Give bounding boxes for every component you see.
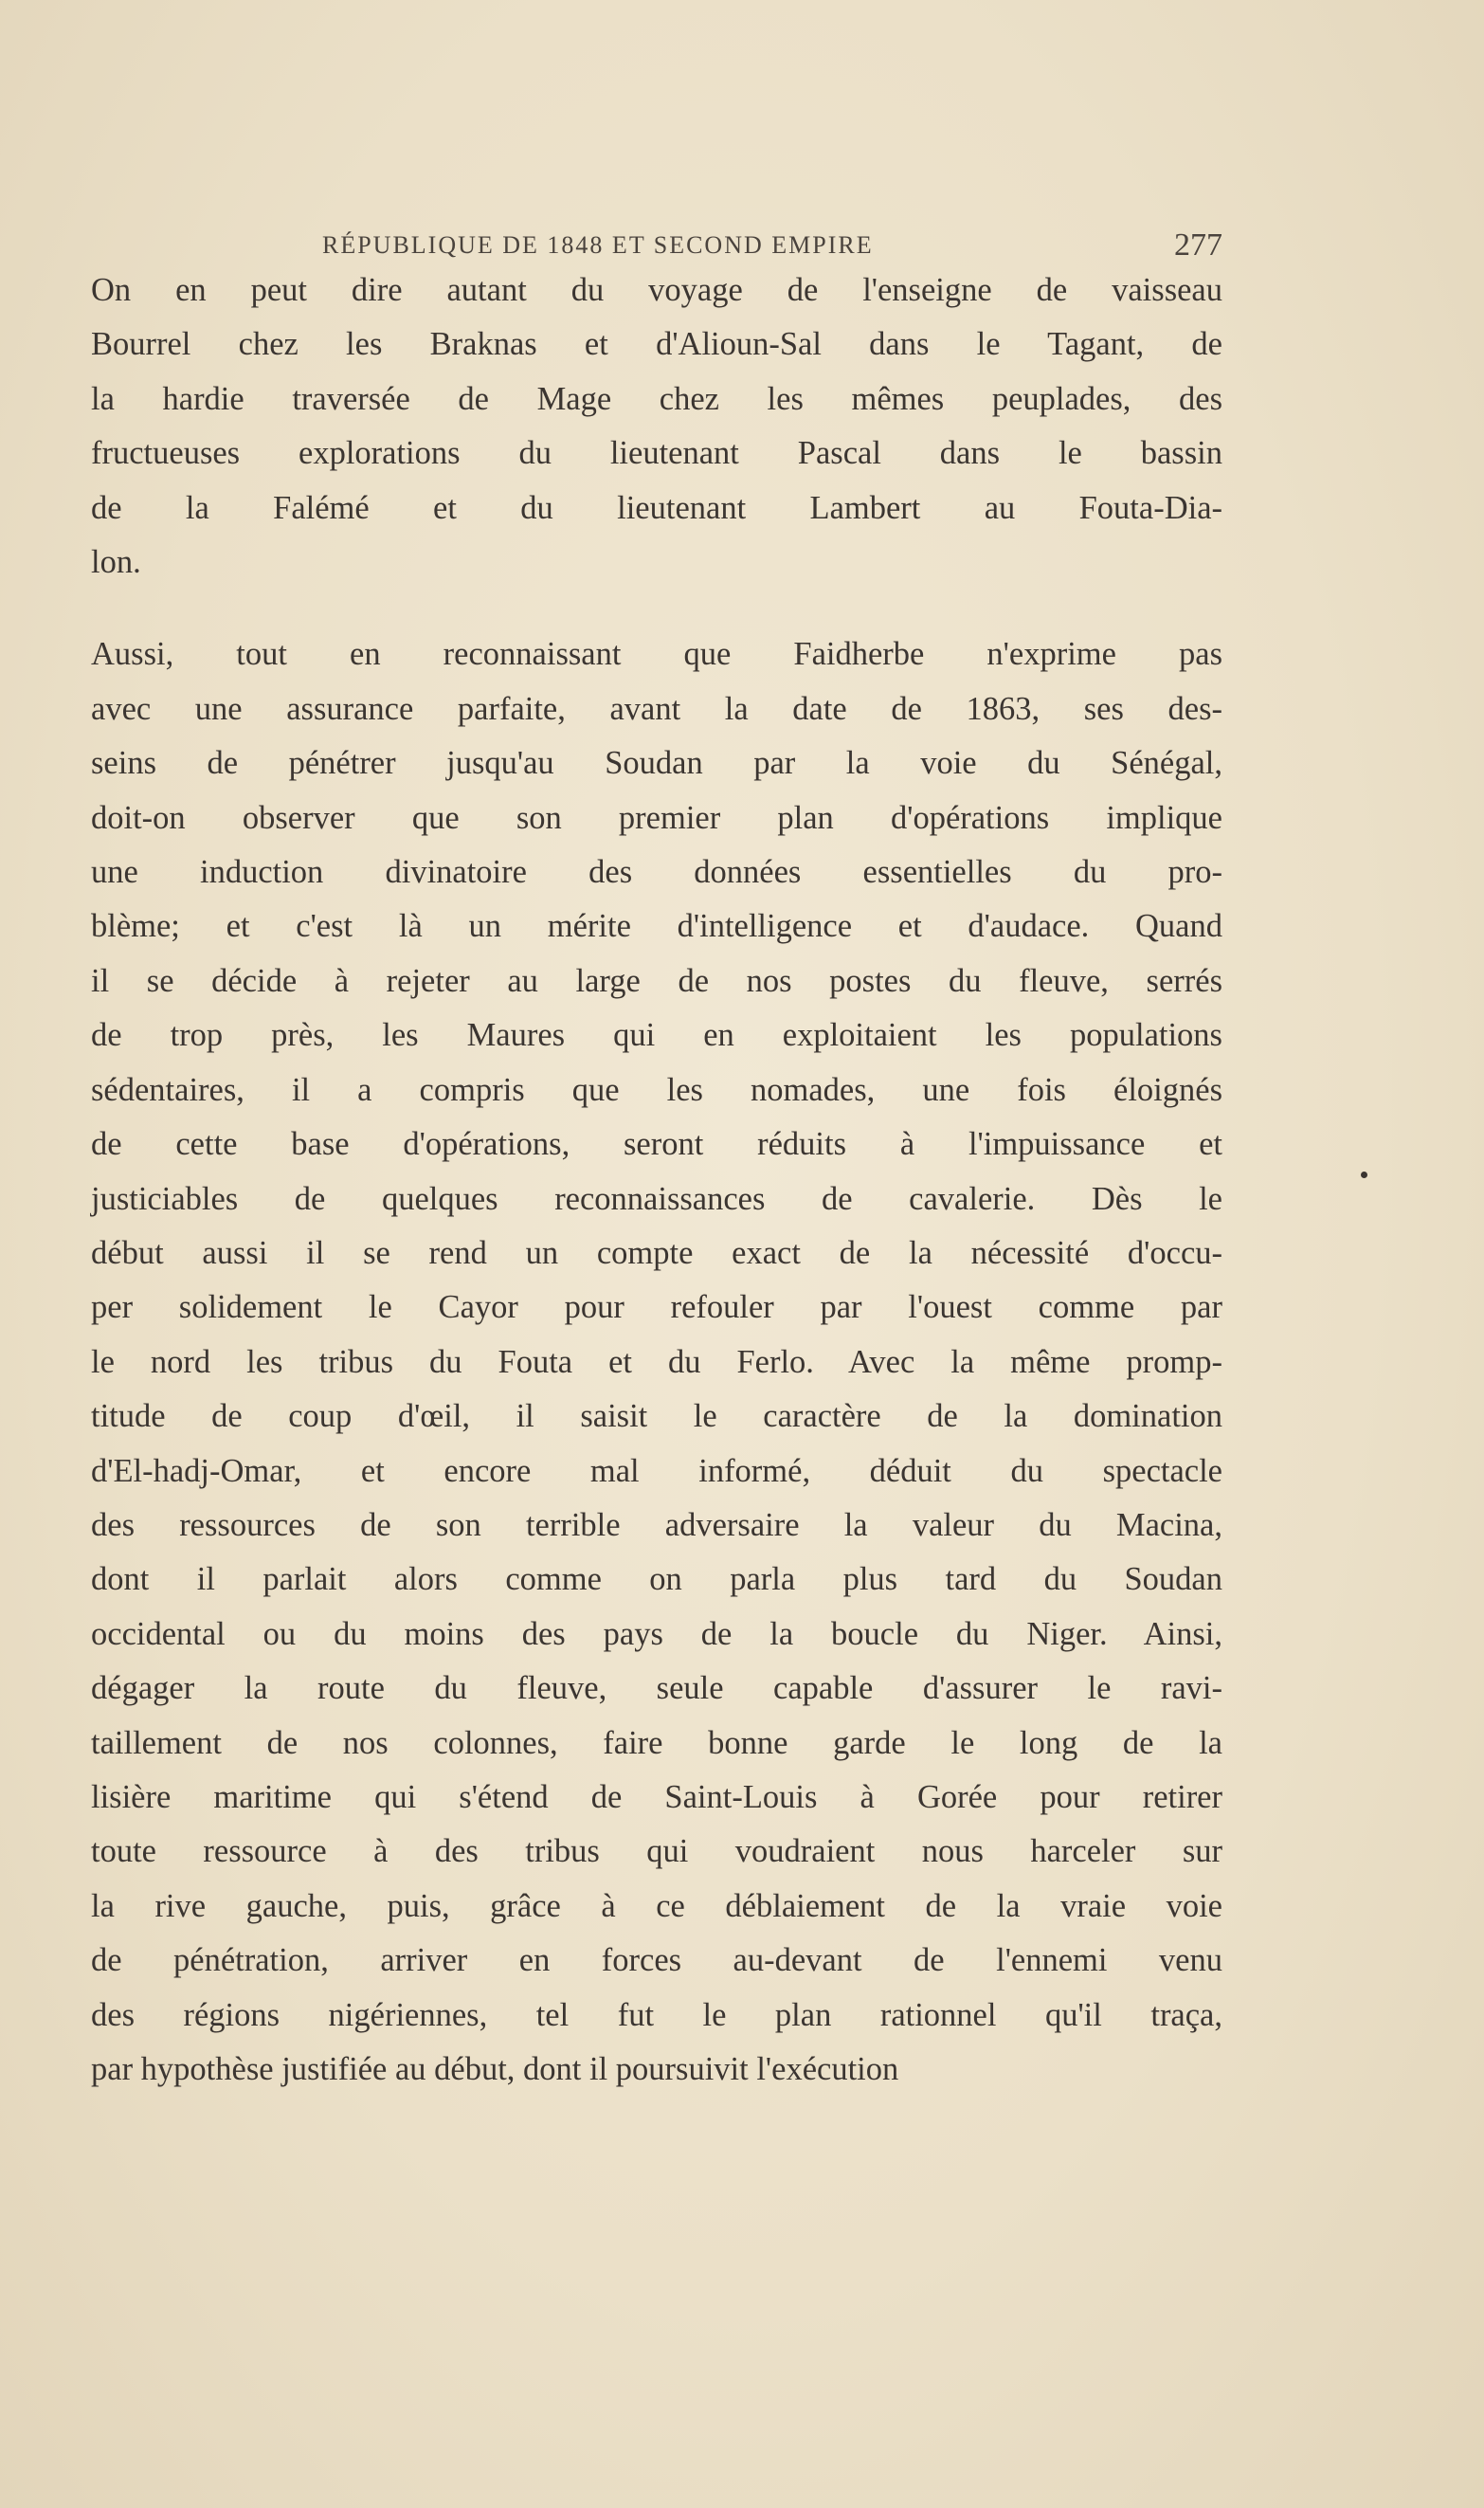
text-line: sédentaires, il a compris que les nomades, une fois éloignés [91,1071,1222,1108]
text-line: Bourrel chez les Braknas et d'Alioun-Sal dans le Tagant, de [91,326,1222,363]
text-line: toute ressource à des tribus qui voudraient nous harceler sur [91,1833,1222,1870]
text-line: seins de pénétrer jusqu'au Soudan par la voie du Sénégal, [91,745,1222,782]
text-line: occidental ou du moins des pays de la boucle du Niger. Ainsi, [91,1615,1222,1652]
text-line: début aussi il se rend un compte exact de la nécessité d'occu- [91,1234,1222,1271]
running-title: RÉPUBLIQUE DE 1848 ET SECOND EMPIRE [322,231,874,259]
text-line: de trop près, les Maures qui en exploitaient les populations [91,1017,1222,1054]
text-line: titude de coup d'œil, il saisit le caractère de la domination [91,1398,1222,1435]
text-line: il se décide à rejeter au large de nos postes du fleuve, serrés [91,962,1222,999]
margin-speck [1361,1172,1367,1178]
text-line: doit-on observer que son premier plan d'opérations implique [91,799,1222,836]
text-line: dont il parlait alors comme on parla plus tard du Soudan [91,1561,1222,1598]
text-line: des ressources de son terrible adversaire la valeur du Macina, [91,1506,1222,1543]
text-line: la rive gauche, puis, grâce à ce déblaiement de la vraie voie [91,1887,1222,1924]
text-line: de la Falémé et du lieutenant Lambert au Fouta-Dia- [91,489,1222,526]
text-line: fructueuses explorations du lieutenant Pascal dans le bassin [91,435,1222,472]
text-line: la hardie traversée de Mage chez les mêmes peuplades, des [91,380,1222,417]
text-line: le nord les tribus du Fouta et du Ferlo. Avec la même promp- [91,1343,1222,1380]
text-line: dégager la route du fleuve, seule capable d'assurer le ravi- [91,1670,1222,1707]
text-line: Aussi, tout en reconnaissant que Faidherbe n'exprime pas [91,636,1222,673]
text-line: de pénétration, arriver en forces au-devant de l'ennemi venu [91,1942,1222,1979]
text-line: une induction divinatoire des données essentielles du pro- [91,854,1222,891]
text-line: On en peut dire autant du voyage de l'enseigne de vaisseau [91,272,1222,308]
text-line: avec une assurance parfaite, avant la date de 1863, ses des- [91,690,1222,727]
text-line: lon. [91,544,141,581]
text-line: taillement de nos colonnes, faire bonne garde le long de la [91,1724,1222,1761]
page-number: 277 [1174,227,1222,263]
page-body [91,264,1222,2097]
text-line: d'El-hadj-Omar, et encore mal informé, déduit du spectacle [91,1452,1222,1489]
text-line: blème; et c'est là un mérite d'intelligence et d'audace. Quand [91,908,1222,945]
text-line: de cette base d'opérations, seront réduits à l'impuissance et [91,1126,1222,1163]
text-line: lisière maritime qui s'étend de Saint-Louis à Gorée pour retirer [91,1778,1222,1815]
text-line: des régions nigériennes, tel fut le plan rationnel qu'il traça, [91,1996,1222,2033]
text-line: justiciables de quelques reconnaissances de cavalerie. Dès le [91,1180,1222,1217]
paragraph-1 [91,264,1222,590]
text-line: par hypothèse justifiée au début, dont il poursuivit l'exécution [91,2051,899,2087]
paragraph-2 [91,627,1222,2097]
text-line: per solidement le Cayor pour refouler par l'ouest comme par [91,1289,1222,1326]
